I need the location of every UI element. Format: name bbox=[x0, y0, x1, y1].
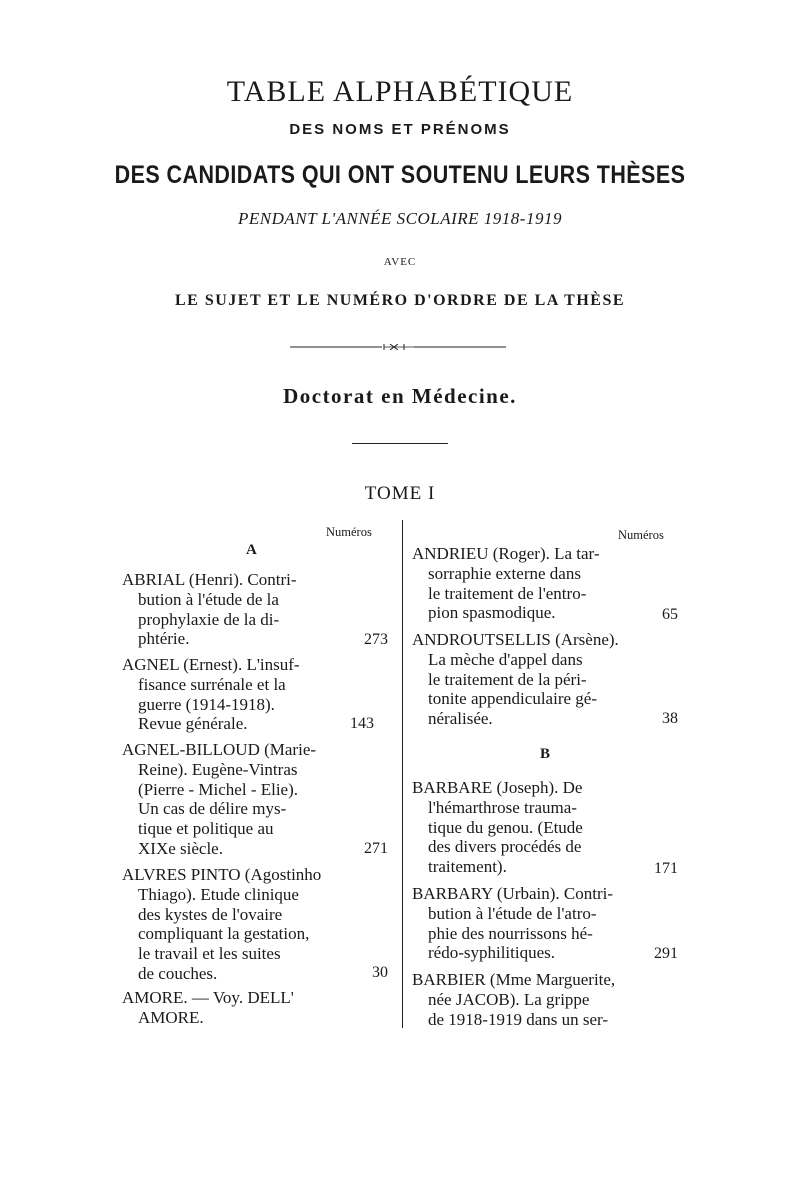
section-title: Doctorat en Médecine. bbox=[283, 384, 517, 408]
entry-agnel-billoud bbox=[122, 740, 316, 859]
entry-line: Un cas de délire mys- bbox=[138, 799, 287, 819]
entry-line: Thiago). Etude clinique bbox=[138, 884, 299, 904]
entry-andrieu bbox=[412, 544, 600, 623]
entry-line: de 1918-1919 dans un ser- bbox=[428, 1009, 609, 1029]
entry-line: Reine). Eugène-Vintras bbox=[138, 759, 298, 779]
entry-line: rédo-syphilitiques. bbox=[428, 943, 556, 963]
entry-line: pion spasmodique. bbox=[428, 603, 556, 623]
entry-line: tique du genou. (Etude bbox=[428, 817, 583, 837]
entry-line: (Pierre - Michel - Elie). bbox=[138, 779, 299, 799]
entry-line: phtérie. bbox=[138, 629, 190, 649]
subtitle-subject: LE SUJET ET LE NUMÉRO D'ORDRE DE LA THÈSE bbox=[174, 292, 626, 309]
entry-line: ANDROUTSELLIS (Arsène). bbox=[412, 630, 619, 649]
subtitle-names: DES NOMS ET PRÉNOMS bbox=[289, 121, 511, 138]
entry-number: 143 bbox=[350, 715, 374, 732]
entry-agnel bbox=[122, 655, 300, 734]
entry-line: ALVRES PINTO (Agostinho bbox=[122, 865, 322, 884]
entry-line: guerre (1914-1918). bbox=[138, 694, 275, 714]
entry-line: le traitement de l'entro- bbox=[428, 583, 587, 603]
entry-line: tique et politique au bbox=[138, 819, 274, 839]
entry-line: le travail et les suites bbox=[138, 944, 281, 964]
entry-line: XIXe siècle. bbox=[138, 838, 223, 858]
entry-line: ANDRIEU (Roger). La tar- bbox=[412, 544, 600, 563]
entry-line: AGNEL (Ernest). L'insuf- bbox=[122, 655, 300, 674]
subtitle-avec: AVEC bbox=[383, 256, 417, 268]
entry-line: traitement). bbox=[428, 857, 507, 877]
ornament-divider bbox=[290, 344, 506, 350]
entry-line: tonite appendiculaire gé- bbox=[428, 689, 597, 709]
entry-line: bution à l'étude de la bbox=[138, 589, 279, 609]
numeros-header-left: Numéros bbox=[326, 525, 372, 539]
entry-line: BARBIER (Mme Marguerite, bbox=[412, 970, 616, 989]
numeros-header-right: Numéros bbox=[618, 528, 664, 542]
entry-line: fisance surrénale et la bbox=[138, 674, 286, 694]
subtitle-year: PENDANT L'ANNÉE SCOLAIRE 1918-1919 bbox=[238, 209, 562, 228]
entry-line: phie des nourrissons hé- bbox=[428, 923, 593, 943]
entry-line: bution à l'étude de l'atro- bbox=[428, 903, 597, 923]
entry-number: 65 bbox=[662, 606, 678, 623]
entry-line: Revue générale. bbox=[138, 714, 248, 734]
entry-amore bbox=[122, 988, 294, 1028]
entry-line: l'hémarthrose trauma- bbox=[428, 797, 577, 817]
page-title: TABLE ALPHABÉTIQUE bbox=[226, 75, 574, 108]
tome-heading: TOME I bbox=[364, 483, 436, 504]
section-rule bbox=[352, 443, 448, 444]
letter-heading-b: B bbox=[540, 746, 551, 762]
entry-barbier bbox=[412, 970, 615, 1029]
entry-line: BARBARE (Joseph). De bbox=[412, 778, 583, 797]
entry-line: La mèche d'appel dans bbox=[428, 649, 583, 669]
entry-line: AGNEL-BILLOUD (Marie- bbox=[122, 740, 317, 759]
entry-line: AMORE. — Voy. DELL' bbox=[122, 988, 294, 1007]
entry-line: des kystes de l'ovaire bbox=[138, 904, 283, 924]
entry-line: ABRIAL (Henri). Contri- bbox=[122, 570, 297, 589]
subtitle-candidates: DES CANDIDATS QUI ONT SOUTENU LEURS THÈSES bbox=[114, 161, 686, 189]
entry-barbary bbox=[412, 884, 613, 963]
entry-number: 291 bbox=[654, 945, 678, 962]
entry-line: sorraphie externe dans bbox=[428, 563, 581, 583]
entry-number: 171 bbox=[654, 860, 678, 877]
entry-line: BARBARY (Urbain). Contri- bbox=[412, 884, 614, 903]
entry-line: née JACOB). La grippe bbox=[428, 989, 590, 1009]
entry-abrial bbox=[122, 570, 297, 649]
entry-alvres-pinto bbox=[122, 865, 321, 984]
entry-line: prophylaxie de la di- bbox=[138, 609, 280, 629]
entry-line: compliquant la gestation, bbox=[138, 924, 310, 944]
entry-barbare bbox=[412, 778, 583, 877]
entry-number: 271 bbox=[364, 840, 388, 857]
letter-heading-a: A bbox=[246, 542, 257, 558]
entry-line: de couches. bbox=[138, 963, 218, 983]
entry-line: le traitement de la péri- bbox=[428, 669, 587, 689]
column-divider bbox=[402, 520, 403, 1028]
entry-number: 30 bbox=[372, 964, 388, 981]
entry-number: 38 bbox=[662, 710, 678, 727]
entry-line: néralisée. bbox=[428, 709, 493, 729]
entry-line: AMORE. bbox=[138, 1007, 204, 1027]
entry-androutsellis bbox=[412, 630, 619, 729]
entry-number: 273 bbox=[364, 631, 388, 648]
entry-line: des divers procédés de bbox=[428, 837, 582, 857]
